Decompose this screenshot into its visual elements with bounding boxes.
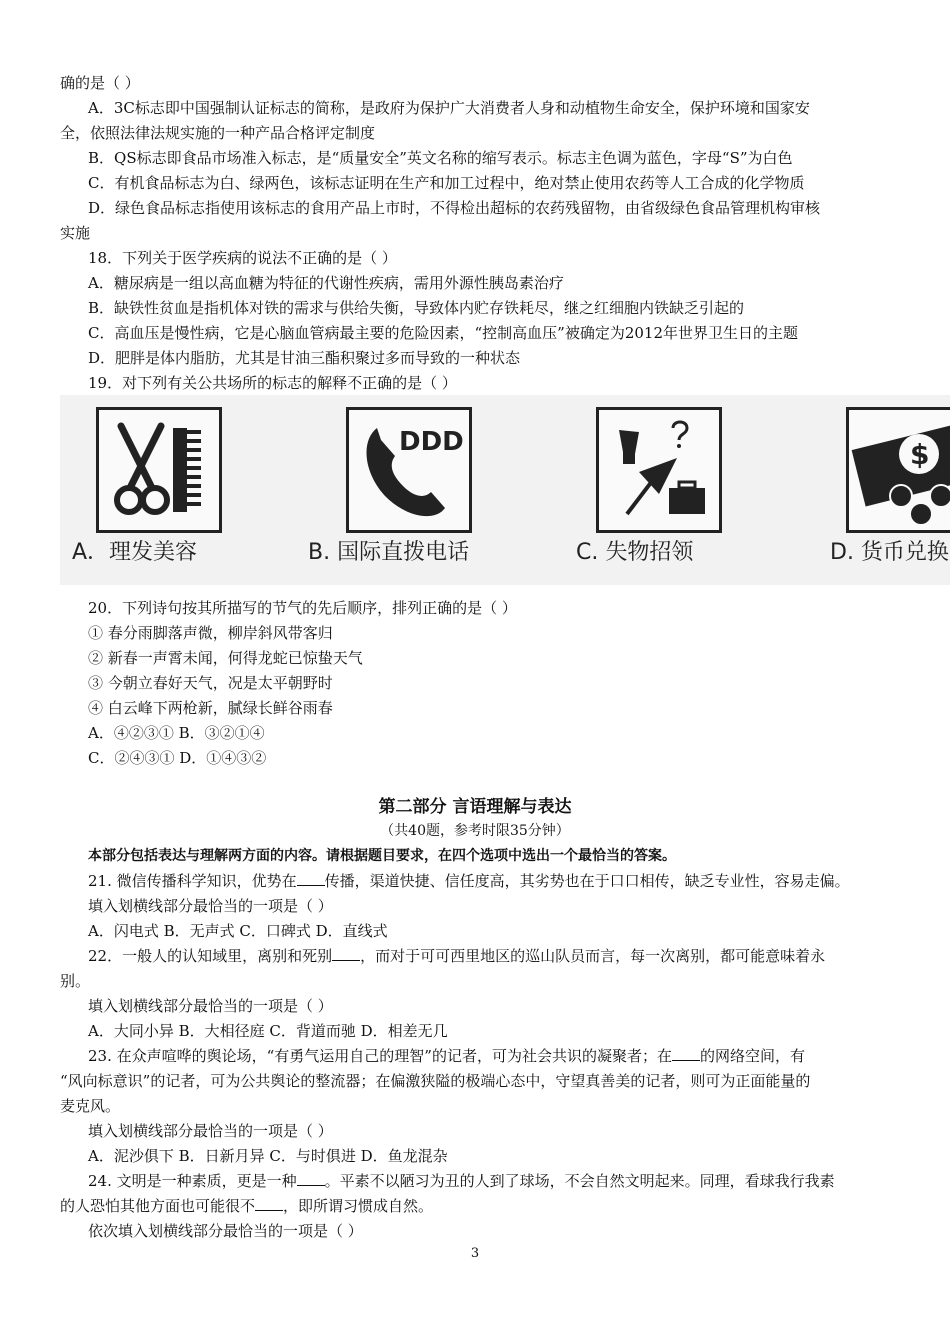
q21-stem-post: 传播，渠道快捷、信任度高，其劣势也在于口口相传，缺乏专业性，容易走偏。	[324, 872, 850, 890]
q23-stem-pre: 23. 在众声喧哗的舆论场，“有勇气运用自己的理智”的记者，可为社会共识的凝聚者；在	[88, 1047, 672, 1065]
q20-poem-2: ② 新春一声霄未闻，何得龙蛇已惊蛰天气	[88, 649, 363, 667]
sign-d	[846, 407, 950, 533]
q22-stem	[60, 945, 923, 967]
sign-b	[346, 407, 472, 533]
q24-stem-pre: 24. 文明是一种素质，更是一种	[88, 1172, 297, 1190]
q18-option-a: A．糖尿病是一组以高血糖为特征的代谢性疾病，需用外源性胰岛素治疗	[88, 274, 564, 292]
q19-sign-figure	[60, 395, 950, 585]
answer-blank	[255, 1196, 283, 1211]
section-title: 第二部分 言语理解与表达	[378, 797, 572, 817]
sign-a-label: A．理发美容	[72, 540, 198, 565]
q24-stem-line2	[60, 1195, 895, 1217]
q18-option-d: D．肥胖是体内脂肪，尤其是甘油三酯积聚过多而导致的一种状态	[88, 349, 521, 367]
currency-exchange-icon	[849, 410, 950, 530]
sign-b-label: B. 国际直拨电话	[308, 540, 470, 565]
q20-options-cd: C．②④③① D．①④③②	[88, 749, 267, 767]
q21-stem	[60, 870, 923, 892]
q20-stem: 20．下列诗句按其所描写的节气的先后顺序，排列正确的是（ ）	[88, 599, 517, 617]
q22-ask: 填入划横线部分最恰当的一项是（ ）	[88, 997, 333, 1015]
telephone-icon	[349, 410, 469, 530]
svg-text:$: $	[910, 438, 930, 471]
q18-option-c: C．高血压是慢性病，它是心脑血管病最主要的危险因素，“控制高血压”被确定为2012年世界卫生日的主题	[88, 324, 798, 342]
q17-stem-tail: 确的是（ ）	[60, 74, 140, 92]
q24-line2-post: ，即所谓习惯成自然。	[283, 1197, 434, 1215]
q24-stem-post: 。平素不以陋习为丑的人到了球场，不会自然文明起来。同理，看球我行我素	[324, 1172, 835, 1190]
q17-option-a: A．3C标志即中国强制认证标志的简称，是政府为保护广大消费者人身和动植物生命安全，保护环境和国家安	[88, 99, 810, 117]
q22-stem-post: ，而对于可可西里地区的巡山队员而言，每一次离别，都可能意味着永	[360, 947, 826, 965]
q20-poem-4: ④ 白云峰下两枪新，腻绿长鲜谷雨春	[88, 699, 333, 717]
q22-options: A．大同小异 B．大相径庭 C．背道而驰 D．相差无几	[88, 1022, 448, 1040]
q18-stem: 18．下列关于医学疾病的说法不正确的是（ ）	[88, 249, 397, 267]
q23-stem-post: 的网络空间，有	[699, 1047, 805, 1065]
q20-poem-3: ③ 今朝立春好天气，况是太平朝野时	[88, 674, 333, 692]
q23-stem	[60, 1045, 923, 1067]
q23-options: A．泥沙俱下 B．日新月异 C．与时俱进 D．鱼龙混杂	[88, 1147, 448, 1165]
q24-stem	[60, 1170, 923, 1192]
answer-blank	[297, 1171, 325, 1186]
section-subtitle: （共40题，参考时限35分钟）	[380, 823, 570, 839]
page-number: 3	[470, 1246, 480, 1261]
answer-blank	[672, 1046, 700, 1061]
q23-stem-line2: “风向标意识”的记者，可为公共舆论的整流器；在偏激狭隘的极端心态中，守望真善美的记者，则可为正面能量的	[60, 1072, 811, 1090]
q21-options: A．闪电式 B．无声式 C．口碑式 D．直线式	[88, 922, 388, 940]
answer-blank	[332, 946, 360, 961]
q22-stem-pre: 22．一般人的认知域里，离别和死别	[88, 947, 333, 965]
scissors-comb-icon	[99, 410, 219, 530]
q17-option-d: D．绿色食品标志指使用该标志的食用产品上市时，不得检出超标的农药残留物，由省级绿色食品管理机构审核	[88, 199, 821, 217]
lost-and-found-icon	[599, 410, 719, 530]
sign-c-label: C. 失物招领	[576, 540, 694, 565]
q20-options-ab: A．④②③① B．③②①④	[88, 724, 265, 742]
q23-ask: 填入划横线部分最恰当的一项是（ ）	[88, 1122, 333, 1140]
q19-stem: 19．对下列有关公共场所的标志的解释不正确的是（ ）	[88, 374, 457, 392]
q22-stem-cont: 别。	[60, 972, 91, 990]
section-intro: 本部分包括表达与理解两方面的内容。请根据题目要求，在四个选项中选出一个最恰当的答案。	[88, 848, 676, 864]
svg-text:DDD: DDD	[399, 427, 464, 457]
q17-option-a-cont: 全，依照法律法规实施的一种产品合格评定制度	[60, 124, 376, 142]
q17-option-b: B．QS标志即食品市场准入标志，是“质量安全”英文名称的缩写表示。标志主色调为蓝色，字母“S”为白色	[88, 149, 793, 167]
q17-option-d-cont: 实施	[60, 224, 91, 242]
q24-ask: 依次填入划横线部分最恰当的一项是（ ）	[88, 1222, 363, 1240]
q21-stem-pre: 21. 微信传播科学知识，优势在	[88, 872, 297, 890]
q21-ask: 填入划横线部分最恰当的一项是（ ）	[88, 897, 333, 915]
q24-line2-pre: 的人恐怕其他方面也可能很不	[60, 1197, 256, 1215]
sign-a	[96, 407, 222, 533]
q23-stem-line3: 麦克风。	[60, 1097, 121, 1115]
sign-c	[596, 407, 722, 533]
sign-d-label: D. 货币兑换	[830, 540, 949, 565]
q18-option-b: B．缺铁性贫血是指机体对铁的需求与供给失衡，导致体内贮存铁耗尽，继之红细胞内铁缺乏引起的	[88, 299, 745, 317]
q20-poem-1: ① 春分雨脚落声微，柳岸斜风带客归	[88, 624, 333, 642]
answer-blank	[297, 871, 325, 886]
q17-option-c: C．有机食品标志为白、绿两色，该标志证明在生产和加工过程中，绝对禁止使用农药等人工合成的化学物质	[88, 174, 805, 192]
